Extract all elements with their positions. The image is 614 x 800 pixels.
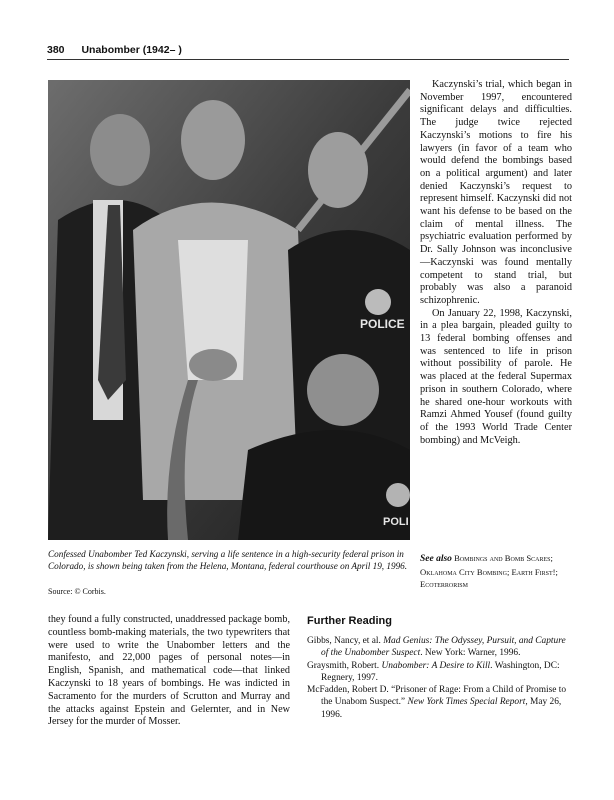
- police-badge-label: POLICE: [360, 317, 405, 331]
- photo-caption: Confessed Unabomber Ted Kaczynski, serving a life sentence in a high-security federal prison in Colorado, is shown being taken from the Helena, Montana, federal courthouse on April 19, 1996.: [48, 549, 408, 571]
- ref-title: Unabomber: A Desire to Kill: [381, 660, 491, 671]
- further-reading-heading: Further Reading: [307, 615, 392, 627]
- running-title: Unabomber (1942– ): [81, 44, 182, 56]
- paragraph: they found a fully constructed, unaddressed package bomb, countless bomb-making materials, the two typewriters that were used to write the Unabomber letters and the manifesto, and 22,000 pages of personal notes—in English, Spanish, and mathematical code—that linked Kaczynski to 18 years of bombings. He was indicted in Sacramento for the murders of Scrutton and Murray and the attacks against Epstein and Gelernter, and in New Jersey for the murder of Mosser.: [48, 614, 290, 728]
- further-reading-list: [307, 635, 572, 721]
- ref-publisher: . New York: Warner, 1996.: [420, 648, 521, 659]
- see-also: [420, 552, 572, 591]
- see-also-items: Bombings and Bomb Scares; Oklahoma City Bombing; Earth First!; Ecoterrorism: [420, 553, 558, 589]
- ref-publisher: . Washington, DC: Regnery, 1997.: [321, 660, 560, 683]
- reference-entry: [307, 684, 572, 721]
- right-column-text: [420, 79, 572, 447]
- photo-illustration: [48, 80, 410, 540]
- ref-author: Gibbs, Nancy, et al.: [307, 636, 384, 646]
- ref-title: New York Times Special Report: [407, 697, 526, 708]
- ref-title: Mad Genius: The Odyssey, Pursuit, and Capture of the Unabomber Suspect: [321, 636, 566, 659]
- paragraph: Kaczynski’s trial, which began in November 1997, encountered significant delays and difficulties. The judge twice rejected Kaczynski’s motions to fire his lawyers (in favor of a team who would defend the bombings based on a political argument) and later denied Kaczynski’s request to represent himself. Kaczynski did not want his defense to be based on the claim of mental illness. The psychiatric evaluation performed by Dr. Sally Johnson was inconclusive—Kaczynski was found mentally competent to stand trial, but probably was also a paranoid schizophrenic.: [420, 79, 572, 306]
- police-badge-label-2: POLI: [383, 516, 409, 528]
- photo-source: Source: © Corbis.: [48, 587, 106, 596]
- page-number: 380: [47, 44, 65, 56]
- reference-entry: [307, 660, 572, 685]
- ref-author: Graysmith, Robert.: [307, 660, 382, 671]
- photo: [48, 80, 410, 540]
- running-header: [47, 44, 569, 60]
- ref-publisher: , May 26, 1996.: [321, 697, 562, 720]
- left-column-text: [48, 614, 290, 729]
- see-also-label: See also: [420, 554, 452, 564]
- paragraph: On January 22, 1998, Kaczynski, in a plea bargain, pleaded guilty to 13 federal bombing offenses and was sentenced to life in prison without possibility of parole. He was placed at the federal Supermax prison in southern Colorado, where he shared one-hour workouts with Ramzi Ahmed Yousef (found guilty of the 1993 World Trade Center bombing) and McVeigh.: [420, 307, 572, 446]
- reference-entry: [307, 635, 572, 660]
- ref-author: McFadden, Robert D. “Prisoner of Rage: From a Child of Promise to the Unabom Suspect.”: [307, 685, 567, 708]
